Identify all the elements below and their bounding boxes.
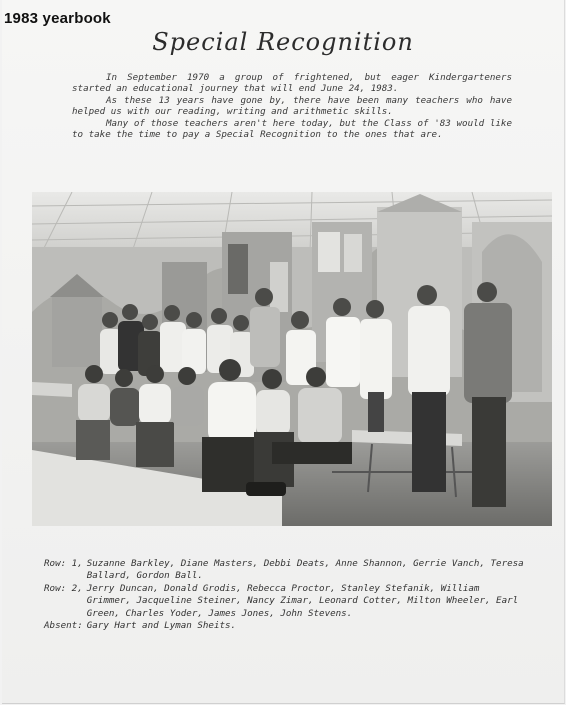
caption-row-label: Row: 2, <box>44 582 83 594</box>
caption-row-names: Jerry Duncan, Donald Grodis, Rebecca Proctor, Stanley Stefanik, William Grimmer, Jacqueline Steiner, Nancy Zimar, Leonard Cotter, Milton Wheeler, Earl Green, Charles Yoder, James Jones, John Stevens. <box>86 582 519 619</box>
caption-row-1 <box>44 558 524 583</box>
caption-absent <box>44 620 524 632</box>
group-photo <box>32 192 552 526</box>
caption-row-2 <box>44 583 524 620</box>
intro-paragraph: In September 1970 a group of frightened, but eager Kindergarteners started an educational journey that will end June 24, 1983. <box>72 72 512 95</box>
intro-text <box>72 72 512 140</box>
page-title: Special Recognition <box>152 28 414 56</box>
intro-paragraph: Many of those teachers aren't here today, but the Class of '83 would like to take the time to pay a Special Recognition to the ones that are. <box>72 117 512 141</box>
caption-row-names: Gary Hart and Lyman Sheits. <box>86 620 237 632</box>
intro-paragraph: As these 13 years have gone by, there have been many teachers who have helped us with our reading, writing and arithmetic skills. <box>72 94 512 118</box>
photo-caption <box>44 558 524 632</box>
caption-row-names: Suzanne Barkley, Diane Masters, Debbi Deats, Anne Shannon, Gerrie Vanch, Teresa Ballard, Gordon Ball. <box>86 558 524 582</box>
caption-row-label: Row: 1, <box>44 558 83 569</box>
image-label: 1983 yearbook <box>4 10 111 27</box>
group-photo-illustration <box>32 192 552 526</box>
caption-row-label: Absent: <box>44 620 83 632</box>
